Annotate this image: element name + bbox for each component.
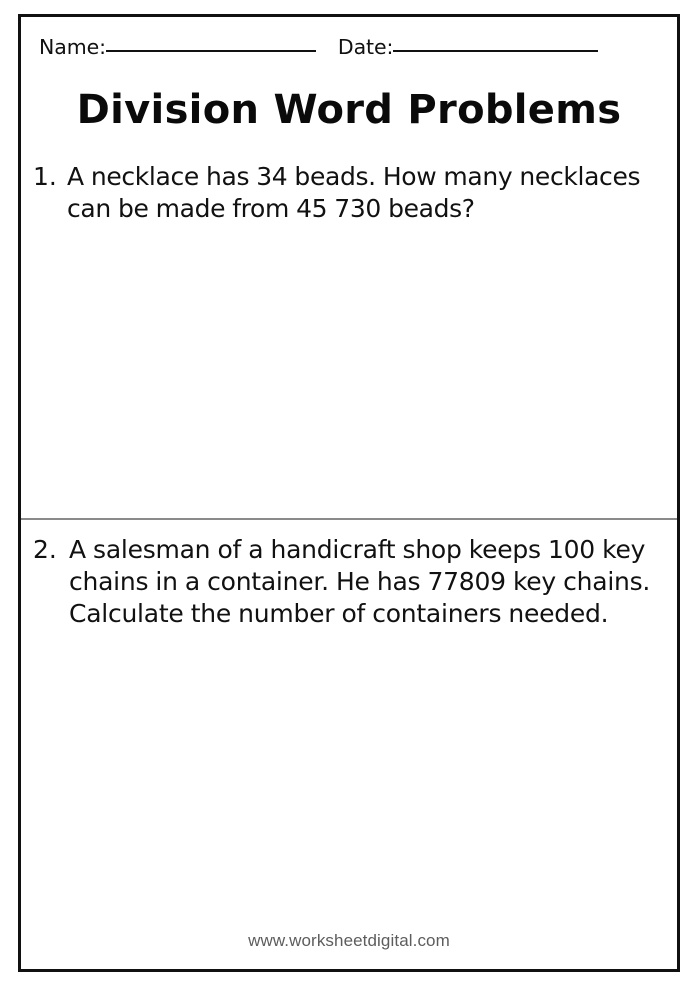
problems-area xyxy=(21,147,677,969)
name-date-header xyxy=(21,17,677,79)
problem-1-text: A necklace has 34 beads. How many necklaces can be made from 45 730 beads? xyxy=(67,162,641,223)
worksheet-frame xyxy=(18,14,680,972)
worksheet-title: Division Word Problems xyxy=(76,87,622,133)
problem-item-2 xyxy=(21,520,677,920)
date-field-group xyxy=(338,35,663,59)
footer-website: www.worksheetdigital.com xyxy=(248,931,450,950)
name-input-rule[interactable] xyxy=(106,50,316,52)
problem-1-row xyxy=(33,161,669,225)
problem-1-number: 1. xyxy=(33,162,57,191)
problem-2-text: A salesman of a handicraft shop keeps 100 key chains in a container. He has 77809 key chains. Calculate the number of containers needed. xyxy=(69,535,651,628)
name-label: Name: xyxy=(39,35,106,59)
problem-2-row xyxy=(33,534,669,630)
date-label: Date: xyxy=(337,35,394,59)
date-input-rule[interactable] xyxy=(393,50,598,52)
problem-2-number: 2. xyxy=(33,535,57,564)
problem-item-1 xyxy=(21,147,677,518)
name-field-group xyxy=(39,35,316,59)
